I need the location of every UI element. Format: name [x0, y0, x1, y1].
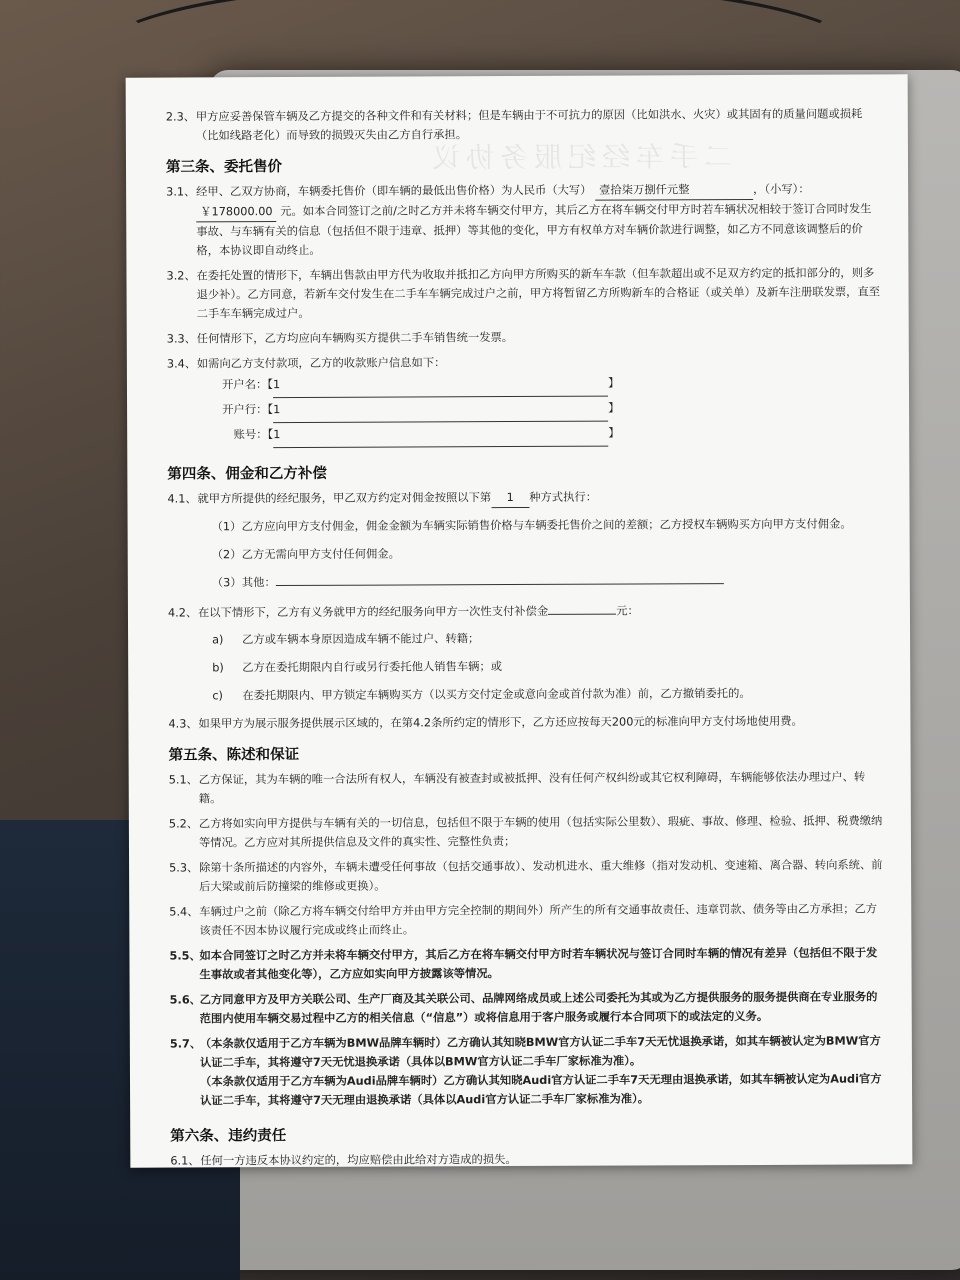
account-bank-row: 开户行：【1 】 [167, 395, 882, 423]
clause-3-4: 3.4、 如需向乙方支付款项，乙方的收款账户信息如下： [166, 356, 446, 371]
clause-5-6: 5.6、 乙方同意甲方及甲方关联公司、生产厂商及其关联公司、品牌网络成员或上述公司委托为其或为乙方提供服务的服务提供商在专业服务的范围内使用车辆交易过程中乙方的相关信息（“信息”）或将信息用于客户服务或履行本合同项下的或法定的义务。 [169, 990, 878, 1026]
clause-5-3: 5.3、 除第十条所描述的内容外，车辆未遭受任何事故（包括交通事故）、发动机进水、重大维修（指对发动机、变速箱、离合器、转向系统、前后大梁或前后防撞梁的维修或更换）。 [169, 858, 883, 894]
clause-5-7: 5.7、 （本条款仅适用于乙方车辆为BMW品牌车辆时）乙方确认其知晓BMW官方认证二手车7天无忧退换承诺，如其车辆被认定为BMW官方认证二手车，其将遵守7天无忧退换承诺（具体以BMW官方认证二手车厂家标准为准）。 （本条款仅适用于乙方车辆为Audi品牌车辆时）乙方确认其知晓Audi官方认证二手车7天无理由退换承诺，如其车辆被认定为Audi官方认证二手车，其将遵守7天无理由退换承诺（具体以Audi官方认证二手车厂家标准为准）。 [169, 1034, 882, 1108]
case-a: a) 乙方或车辆本身原因造成车辆不能过户、转籍； [212, 632, 480, 647]
account-name-row: 开户名：【1 】 [167, 370, 882, 398]
price-numeric: ￥178000.00 [196, 202, 276, 222]
clause-5-2: 5.2、 乙方将如实向甲方提供与车辆有关的一切信息，包括但不限于车辆的使用（包括实际公里数）、瑕疵、事故、修理、检验、抵押、税费缴纳等情况。乙方应对其所提供信息及文件的真实性、完整性负责； [168, 814, 883, 850]
section-6-heading: 第六条、违约责任 [170, 1128, 287, 1145]
case-b: b) 乙方在委托期限内自行或另行委托他人销售车辆；或 [212, 660, 503, 675]
clause-5-4: 5.4、 车辆过户之前（除乙方将车辆交付给甲方并由甲方完全控制的期间外）所产生的所有交通事故责任、违章罚款、债务等由乙方承担；乙方该责任不因本协议履行完成或终止而终止。 [169, 902, 878, 938]
case-c: c) 在委托期限内、甲方锁定车辆购买方（以买方交付定金或意向金或首付款为准）前，乙方撤销委托的。 [212, 686, 751, 703]
clause-4-1: 4.1、 就甲方所提供的经纪服务，甲乙双方约定对佣金按照以下第 1 种方式执行： [167, 486, 882, 509]
clause-3-3: 3.3、 任何情形下，乙方均应向车辆购买方提供二手车销售统一发票。 [166, 331, 514, 346]
clause-4-3: 4.3、 如果甲方为展示服务提供展示区域的，在第4.2条所约定的情形下，乙方还应按每天200元的标准向甲方支付场地使用费。 [168, 714, 803, 731]
clause-2-3: 2.3、 甲方应妥善保管车辆及乙方提交的各种文件和有关材料；但是车辆由于不可抗力的原因（比如洪水、火灾）或其固有的质量问题或损耗（比如线路老化）而导致的损毁灭失由乙方自行承担。 [165, 107, 863, 143]
clause-5-5: 5.5、 如本合同签订之时乙方并未将车辆交付甲方，其后乙方在将车辆交付甲方时若车辆状况与签订合同时车辆的情况有差异（包括但不限于发生事故或者其他变化等），乙方应如实向甲方披露该等情况。 [169, 946, 878, 982]
clause-6-1: 6.1、 任何一方违反本协议约定的，均应赔偿由此给对方造成的损失。 [170, 1153, 517, 1168]
clause-5-1: 5.1、 乙方保证，其为车辆的唯一合法所有权人，车辆没有被查封或被抵押、没有任何产权纠纷或其它权利障碍，车辆能够依法办理过户、转籍。 [168, 770, 866, 806]
clause-3-1: 3.1、 经甲、乙双方协商，车辆委托售价（即车辆的最低出售价格）为人民币（大写） 壹拾柒万捌仟元整 ，（小写）： ￥178000.00 元。如本合同签订之前/之时乙方并未将车辆交付甲方，其后乙方在将车辆交付甲方时若车辆状况相较于签订合同时发生事故、与车辆有关的信息（包括但不限于违章、抵押）等其他的变化，甲方有权单方对车辆价款进行调整，如乙方不同意该调整后的价格，本协议即自动终止。 [166, 179, 881, 260]
option-1: （1）乙方应向甲方支付佣金，佣金金额为车辆实际销售价格与车辆委托售价之间的差额；乙方授权车辆购买方向甲方支付佣金。 [211, 517, 852, 534]
bleed-through-title: 二手车经纪服务协议 [425, 140, 733, 175]
section-3-heading: 第三条、委托售价 [165, 159, 283, 176]
contract-page [126, 74, 913, 1167]
contract-content [166, 104, 886, 1167]
option-3: （3）其他： [168, 568, 883, 595]
commission-choice: 1 [491, 488, 529, 508]
price-uppercase: 壹拾柒万捌仟元整 [595, 180, 753, 201]
option-2: （2）乙方无需向甲方支付任何佣金。 [211, 547, 400, 562]
section-4-heading: 第四条、佣金和乙方补偿 [167, 465, 327, 483]
account-number-row: 账号：【1 】 [167, 420, 882, 448]
clause-3-2: 3.2、 在委托处置的情形下，车辆出售款由甲方代为收取并抵扣乙方向甲方所购买的新车车款（但车款超出或不足双方约定的抵扣部分的，则多退少补）。乙方同意，若新车交付发生在二手车车辆完成过户之前，甲方将暂留乙方所购新车的合格证（或关单）及新车注册联发票，直至二手车车辆完成过户。 [166, 266, 881, 321]
section-5-heading: 第五条、陈述和保证 [168, 746, 300, 764]
clause-4-2: 4.2、 在以下情形下，乙方有义务就甲方的经纪服务向甲方一次性支付补偿金 元： [167, 604, 639, 620]
